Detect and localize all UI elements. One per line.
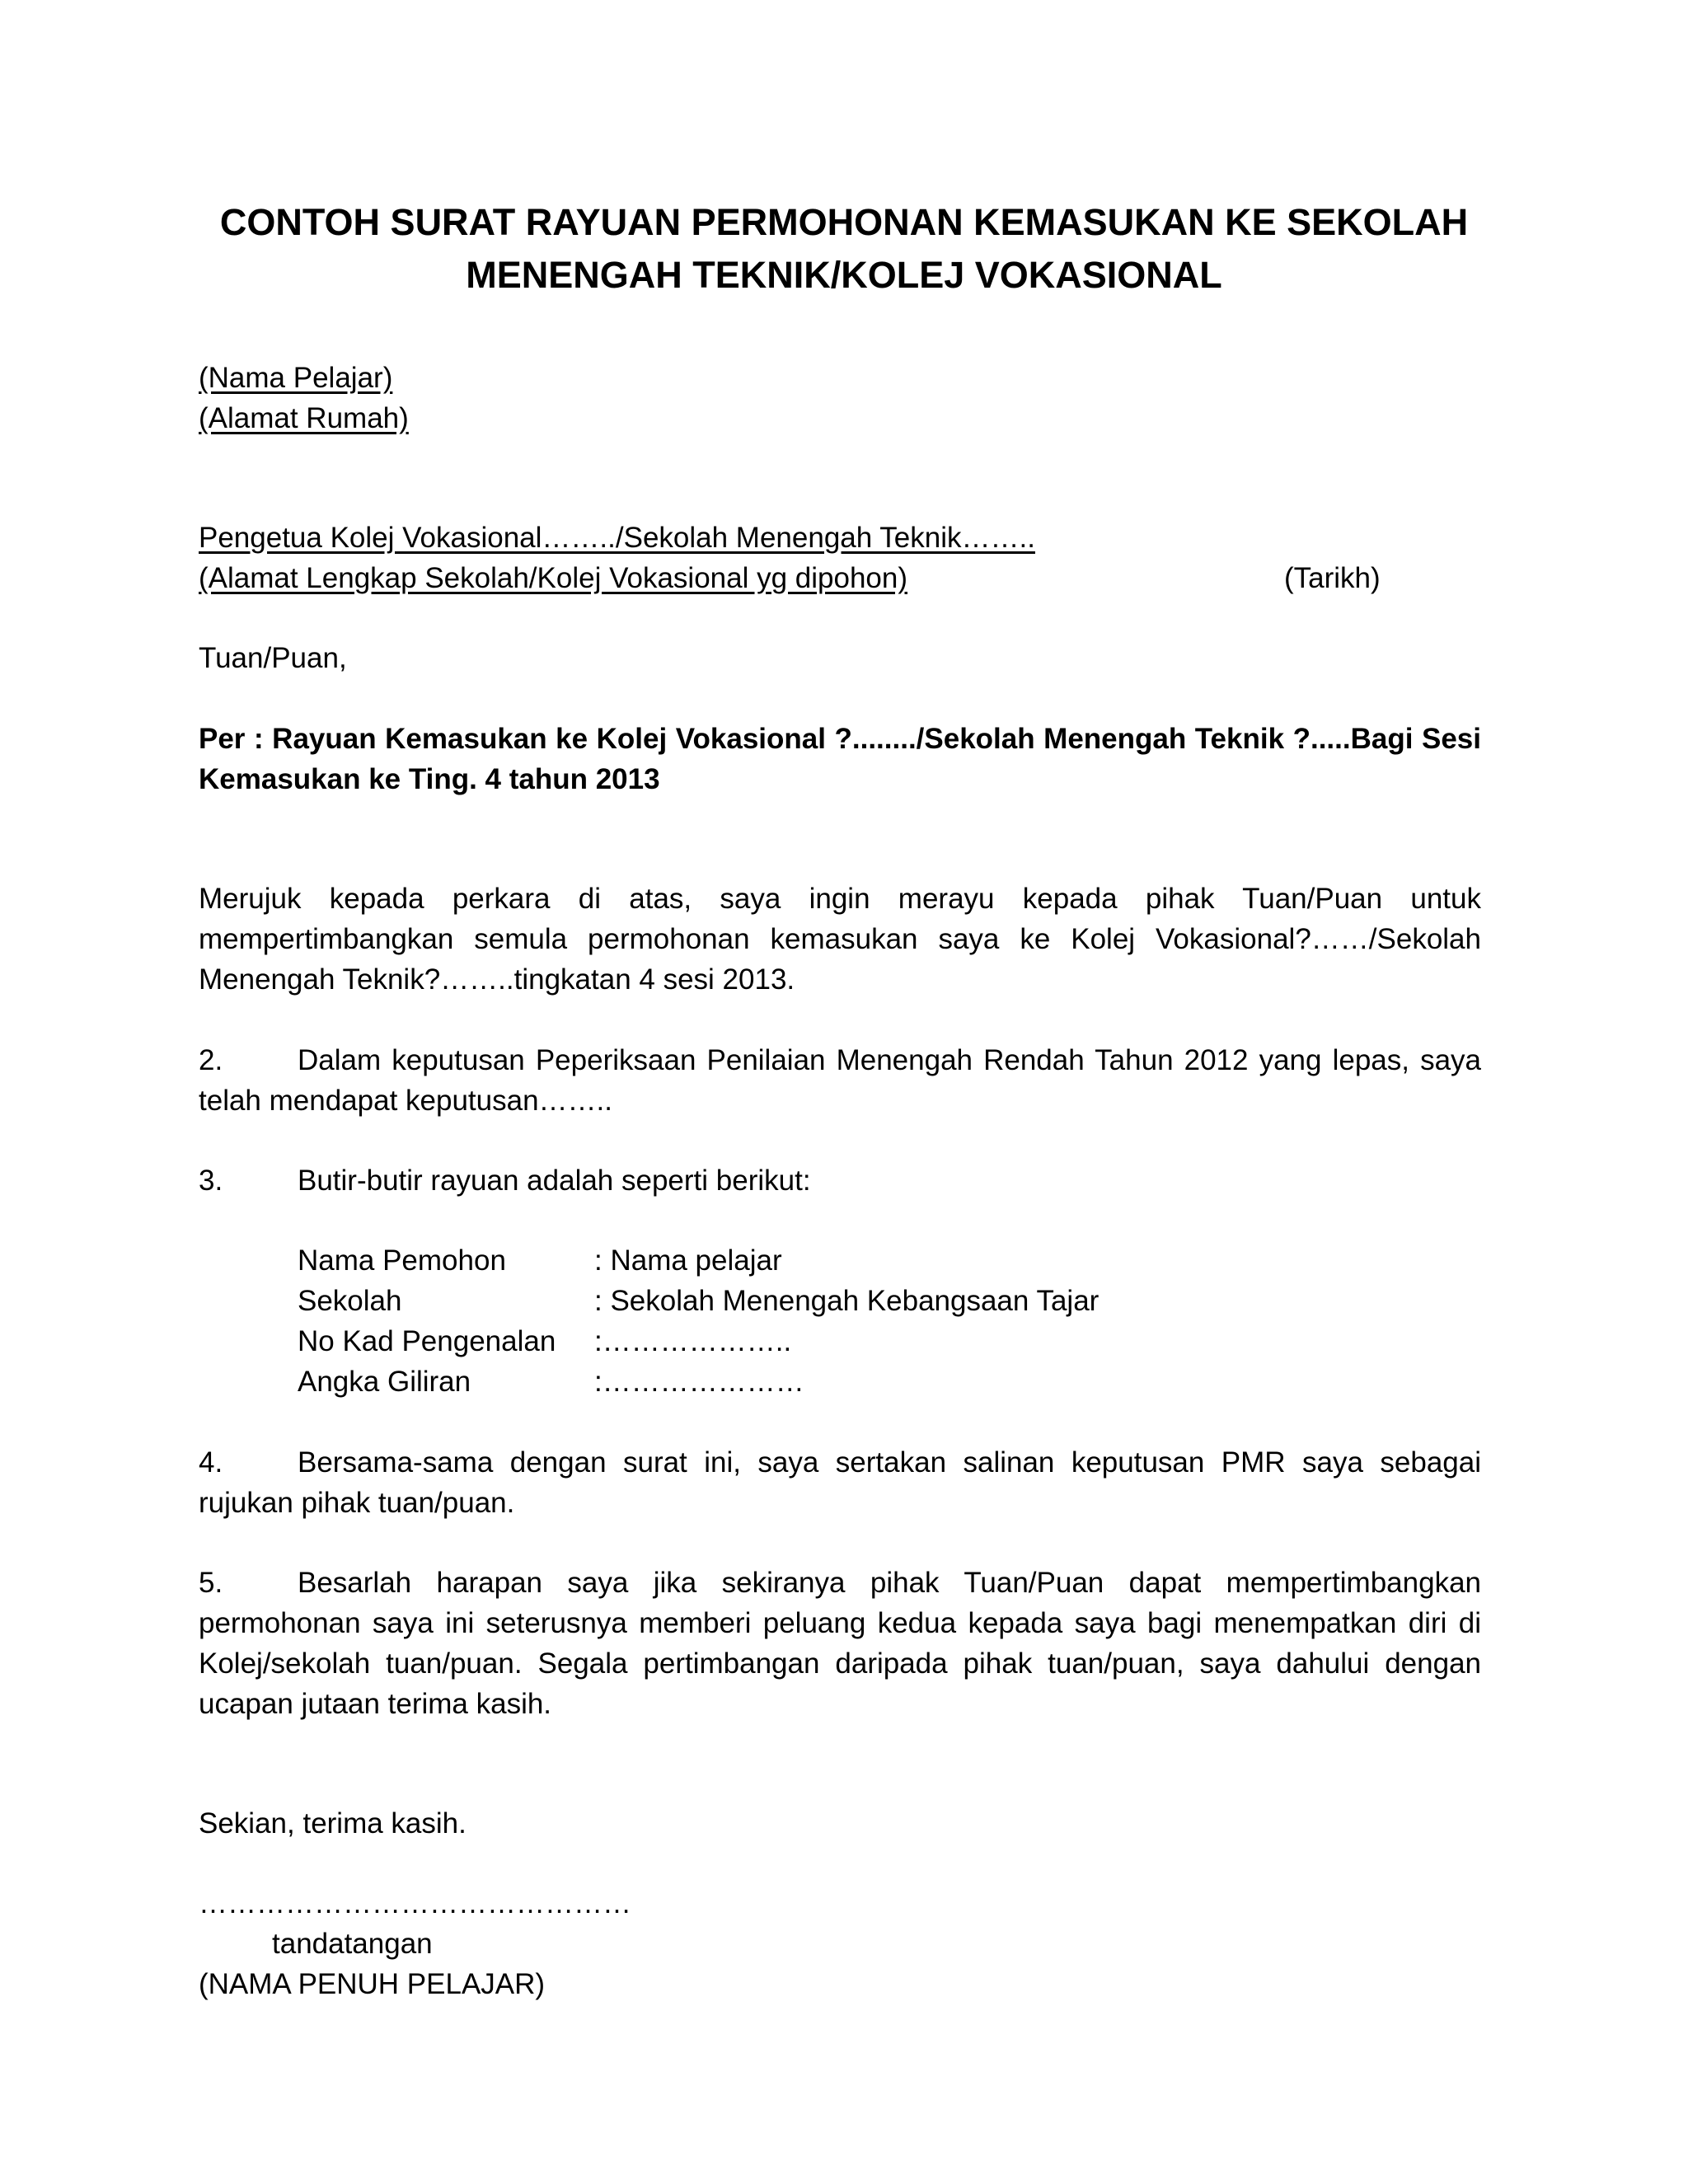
- paragraph-4: [199, 1442, 1481, 1523]
- recipient-address: (Alamat Lengkap Sekolah/Kolej Vokasional yg dipohon): [199, 562, 908, 594]
- signature-label: tandatangan: [272, 1928, 433, 1960]
- paragraph-2: [199, 1040, 1481, 1121]
- sender-name: (Nama Pelajar): [199, 362, 393, 394]
- paragraph-3-text: Butir-butir rayuan adalah seperti berikut:: [298, 1165, 811, 1197]
- document-title-line2: MENENGAH TEKNIK/KOLEJ VOKASIONAL: [466, 254, 1222, 296]
- paragraph-5-text: Besarlah harapan saya jika sekiranya pihak Tuan/Puan dapat mempertimbangkan permohonan saya ini seterusnya memberi peluang kedua kepada saya bagi menempatkan diri di Kolej/sekolah tuan/puan. Segala pertimbangan daripada pihak tuan/puan, saya dahului dengan ucapan jutaan terima kasih.: [199, 1567, 1481, 1720]
- paragraph-number: 2.: [199, 1044, 223, 1076]
- detail-label: Sekolah: [298, 1285, 402, 1317]
- detail-value: :………………..: [594, 1325, 792, 1357]
- detail-value: : Sekolah Menengah Kebangsaan Tajar: [594, 1285, 1100, 1317]
- detail-value: : Nama pelajar: [594, 1244, 782, 1277]
- paragraph-number: 3.: [199, 1165, 223, 1197]
- detail-label: No Kad Pengenalan: [298, 1325, 556, 1357]
- paragraph-2-text: Dalam keputusan Peperiksaan Penilaian Menengah Rendah Tahun 2012 yang lepas, saya telah mendapat keputusan……..: [199, 1044, 1481, 1117]
- paragraph-5: [199, 1563, 1481, 1724]
- salutation: Tuan/Puan,: [199, 642, 347, 674]
- document-title-line1: CONTOH SURAT RAYUAN PERMOHONAN KEMASUKAN KE SEKOLAH: [219, 201, 1469, 243]
- sender-address: (Alamat Rumah): [199, 402, 409, 434]
- detail-value: :…………………: [594, 1366, 804, 1398]
- paragraph-4-text: Bersama-sama dengan surat ini, saya sertakan salinan keputusan PMR saya sebagai rujukan pihak tuan/puan.: [199, 1446, 1481, 1519]
- paragraph-3: [199, 1160, 1481, 1201]
- full-name-placeholder: (NAMA PENUH PELAJAR): [199, 1968, 546, 2000]
- subject-line: Per : Rayuan Kemasukan ke Kolej Vokasional ?......../Sekolah Menengah Teknik ?.....Bagi Sesi Kemasukan ke Ting. 4 tahun 2013: [199, 723, 1481, 795]
- detail-label: Nama Pemohon: [298, 1244, 506, 1277]
- closing-thanks: Sekian, terima kasih.: [199, 1807, 467, 1840]
- paragraph-number: 4.: [199, 1446, 223, 1479]
- signature-line: ………………………………………: [199, 1887, 631, 1919]
- recipient-line1: Pengetua Kolej Vokasional……../Sekolah Menengah Teknik……..: [199, 522, 1035, 554]
- detail-label: Angka Giliran: [298, 1366, 471, 1398]
- paragraph-number: 5.: [199, 1567, 223, 1599]
- paragraph-1: Merujuk kepada perkara di atas, saya ingin merayu kepada pihak Tuan/Puan untuk mempertimbangkan semula permohonan kemasukan saya ke Kolej Vokasional?……/Sekolah Menengah Teknik?……..tingkatan 4 sesi 2013.: [199, 883, 1481, 996]
- letter-date: (Tarikh): [1284, 562, 1381, 594]
